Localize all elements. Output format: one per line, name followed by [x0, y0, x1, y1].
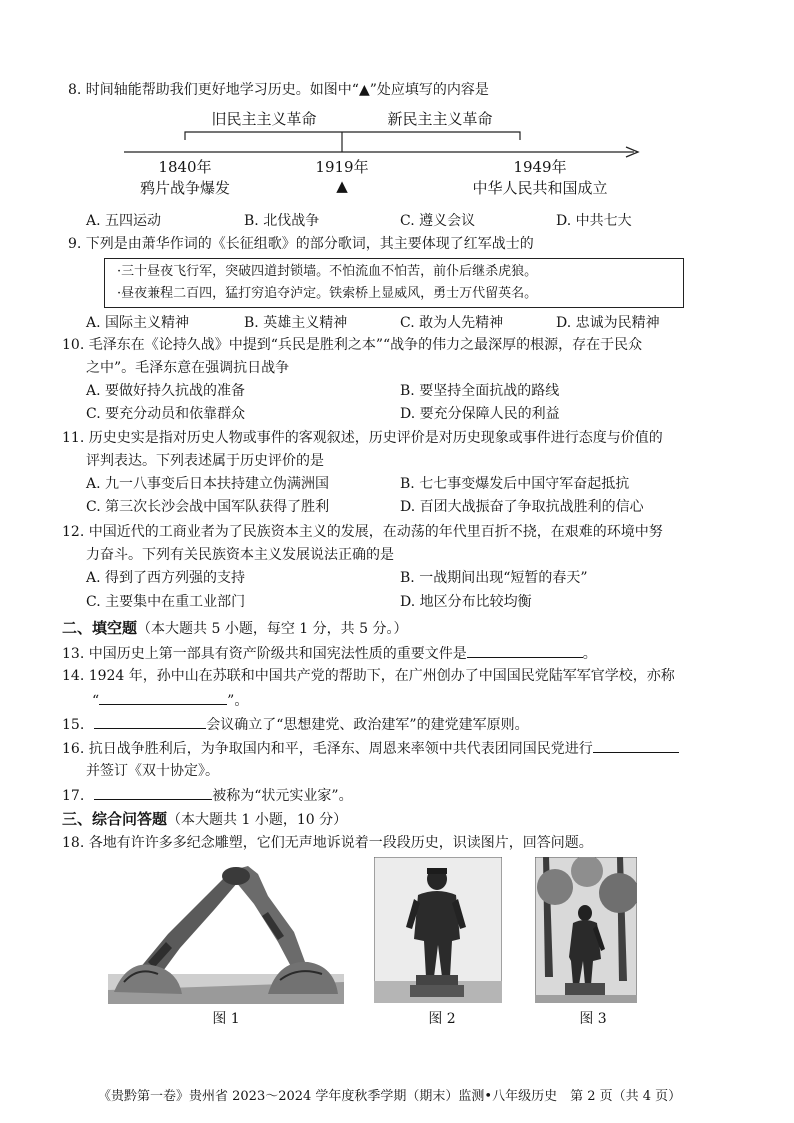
- q9-option-d[interactable]: D. 忠诚为民精神: [556, 315, 660, 331]
- section-3-note: （本大题共 1 小题，10 分）: [167, 812, 348, 828]
- timeline-axis: [0, 0, 794, 200]
- q13-end: 。: [582, 646, 597, 662]
- q13-text: 13. 中国历史上第一部具有资产阶级共和国宪法性质的重要文件是: [62, 646, 467, 662]
- q13-line: [62, 643, 597, 664]
- q16-line-2: 并签订《双十协定》。: [86, 763, 219, 779]
- q9-lyrics-box: [104, 258, 684, 308]
- q16-line-1: [62, 738, 679, 759]
- q8-stem: 8. 时间轴能帮助我们更好地学习历史。如图中“▲”处应填写的内容是: [68, 82, 489, 98]
- q16-text: 16. 抗日战争胜利后，为争取国内和平，毛泽东、周恩来率领中共代表团同国民党进行: [62, 741, 593, 757]
- q9-lyric-1: ·三十昼夜飞行军，突破四道封锁墙。不怕流血不怕苦，前仆后继杀虎狼。: [117, 264, 538, 279]
- q11-option-b[interactable]: B. 七七事变爆发后中国守军奋起抵抗: [400, 476, 630, 492]
- q12-stem-line-2: 力奋斗。下列有关民族资本主义发展说法正确的是: [86, 547, 394, 563]
- q11-option-d[interactable]: D. 百团大战振奋了争取抗战胜利的信心: [400, 499, 644, 515]
- q17-answer-blank[interactable]: [94, 785, 212, 800]
- q11-stem-line-2: 评判表达。下列表述属于历史评价的是: [86, 453, 324, 469]
- figure-1-arch-sculpture: [108, 862, 344, 1004]
- q11-option-c[interactable]: C. 第三次长沙会战中国军队获得了胜利: [86, 499, 330, 515]
- q14-open-quote: “: [92, 693, 100, 709]
- q8-option-a[interactable]: A. 五四运动: [86, 213, 162, 229]
- timeline-year-1949: 1949年: [513, 158, 567, 176]
- q18-stem: 18. 各地有许许多多纪念雕塑，它们无声地诉说着一段段历史，识读图片，回答问题。: [62, 835, 593, 851]
- timeline-triangle-marker: ▲: [336, 177, 348, 195]
- q14-answer-blank[interactable]: [99, 690, 227, 705]
- q12-stem-line-1: 12. 中国近代的工商业者为了民族资本主义的发展，在动荡的年代里百折不挠，在艰难的环境中努: [62, 524, 663, 540]
- figure-2-statue: [374, 857, 502, 1003]
- q10-option-d[interactable]: D. 要充分保障人民的利益: [400, 406, 560, 422]
- q17-line: [62, 785, 353, 806]
- section-2-heading: [62, 617, 407, 640]
- q10-option-a[interactable]: A. 要做好持久抗战的准备: [86, 383, 246, 399]
- section-2-note: （本大题共 5 小题，每空 1 分，共 5 分。）: [137, 621, 408, 637]
- q15-number: 15.: [62, 717, 85, 733]
- figure-3-caption: 图 3: [579, 1011, 607, 1027]
- q14-close-quote: ”。: [227, 693, 249, 709]
- q16-answer-blank[interactable]: [593, 738, 679, 753]
- figure-2-caption: 图 2: [428, 1011, 456, 1027]
- section-3-title: 三、综合问答题: [62, 810, 168, 828]
- q9-stem: 9. 下列是由萧华作词的《长征组歌》的部分歌词，其主要体现了红军战士的: [68, 236, 534, 252]
- q9-lyric-2: ·昼夜兼程二百四，猛打穷追夺泸定。铁索桥上显威风，勇士万代留英名。: [117, 286, 538, 301]
- q8-option-c[interactable]: C. 遵义会议: [400, 213, 476, 229]
- q9-option-c[interactable]: C. 敢为人先精神: [400, 315, 504, 331]
- q11-option-a[interactable]: A. 九一八事变后日本扶持建立伪满洲国: [86, 476, 330, 492]
- q17-number: 17.: [62, 788, 85, 804]
- q8-option-b[interactable]: B. 北伐战争: [244, 213, 320, 229]
- q15-line: [62, 714, 529, 735]
- timeline-event-1949: 中华人民共和国成立: [472, 179, 608, 197]
- section-3-heading: [62, 808, 347, 831]
- timeline-year-1919: 1919年: [315, 158, 369, 176]
- page-footer: 《贵黔第一卷》贵州省 2023～2024 学年度秋季学期（期末）监测•八年级历史 第 2 页（共 4 页）: [98, 1089, 682, 1104]
- q10-option-c[interactable]: C. 要充分动员和依靠群众: [86, 406, 246, 422]
- q13-answer-blank[interactable]: [467, 643, 583, 658]
- q10-stem-line-2: 之中”。毛泽东意在强调抗日战争: [86, 360, 290, 376]
- q10-stem-line-1: 10. 毛泽东在《论持久战》中提到“兵民是胜利之本”“战争的伟力之最深厚的根源，存在于民众: [62, 337, 643, 353]
- q8-option-d[interactable]: D. 中共七大: [556, 213, 632, 229]
- q10-option-b[interactable]: B. 要坚持全面抗战的路线: [400, 383, 560, 399]
- q14-line-2: [92, 690, 248, 711]
- q9-option-a[interactable]: A. 国际主义精神: [86, 315, 190, 331]
- timeline-event-1840: 鸦片战争爆发: [139, 179, 231, 197]
- q15-answer-blank[interactable]: [94, 714, 206, 729]
- q9-option-b[interactable]: B. 英雄主义精神: [244, 315, 348, 331]
- q12-option-c[interactable]: C. 主要集中在重工业部门: [86, 594, 246, 610]
- timeline-left-period: 旧民主主义革命: [211, 110, 317, 128]
- section-2-title: 二、填空题: [62, 619, 138, 637]
- q12-option-d[interactable]: D. 地区分布比较均衡: [400, 594, 532, 610]
- q12-option-b[interactable]: B. 一战期间出现“短暂的春天”: [400, 570, 588, 586]
- figure-1-caption: 图 1: [212, 1011, 240, 1027]
- q12-option-a[interactable]: A. 得到了西方列强的支持: [86, 570, 246, 586]
- figure-3-statue-with-trees: [535, 857, 637, 1003]
- timeline-year-1840: 1840年: [158, 158, 212, 176]
- q11-stem-line-1: 11. 历史史实是指对历史人物或事件的客观叙述，历史评价是对历史现象或事件进行态度与价值的: [62, 430, 663, 446]
- q17-text: 被称为“状元实业家”。: [212, 788, 353, 804]
- q15-text: 会议确立了“思想建党、政治建军”的建党建军原则。: [206, 717, 529, 733]
- q14-line-1: 14. 1924 年，孙中山在苏联和中国共产党的帮助下，在广州创办了中国国民党陆军军官学校，亦称: [62, 668, 675, 684]
- timeline-right-period: 新民主主义革命: [387, 110, 493, 128]
